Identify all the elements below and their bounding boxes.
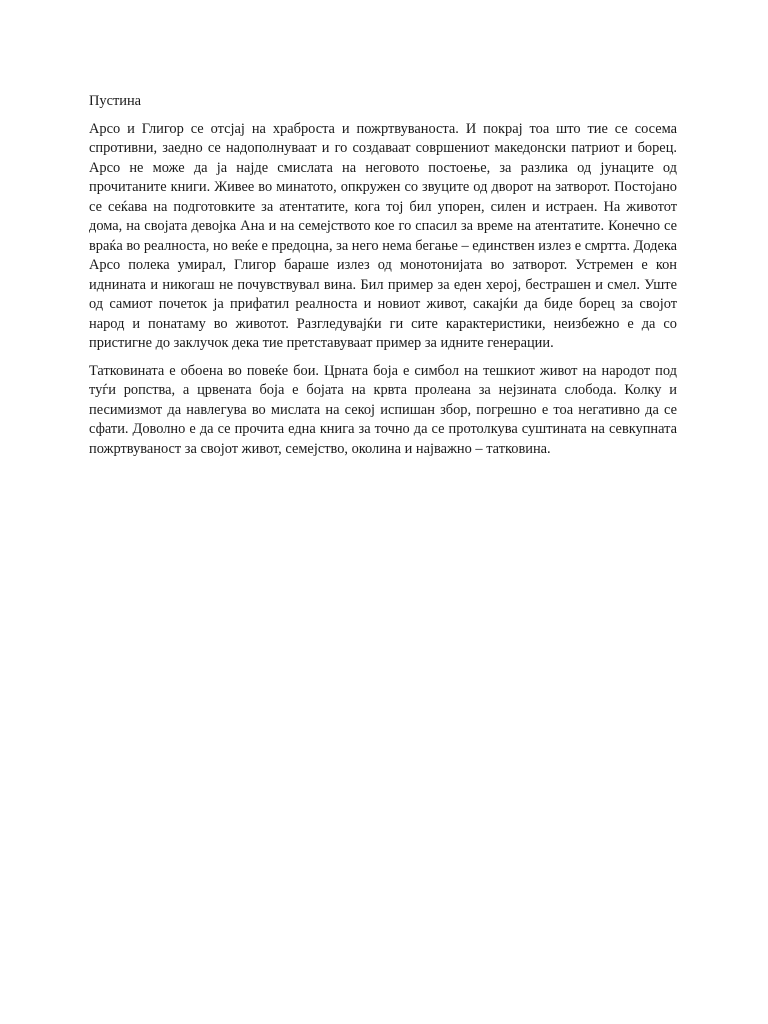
document-title: Пустина bbox=[89, 93, 142, 109]
document-body bbox=[89, 92, 677, 467]
paragraph-1: Арсо и Глигор се отсјај на храброста и пожртвуваноста. И покрај тоа што тие се сосема спротивни, заедно се надополнуваат и го создаваат совршениот македонски патриот и борец. Арсо не може да ја најде смислата на неговото постоење, за разлика од јунаците од прочитаните книги. Живее во минатото, опкружен со звуците од дворот на затворот. Постојано се сеќава на подготовките за атентатите, кога тој бил упорен, силен и истраен. На животот дома, на својата девојка Ана и на семејството кое го спасил за време на атентатите. Конечно се враќа во реалноста, но веќе е предоцна, за него нема бегање – единствен излез е смртта. Додека Арсо полека умирал, Глигор бараше излез од монотонијата во затворот. Устремен е кон иднината и никогаш не почувствувал вина. Бил пример за еден херој, бестрашен и смел. Уште од самиот почеток ја прифатил реалноста и новиот живот, сакајќи да биде борец за својот народ и понатаму во животот. Разгледувајќи ги сите карактеристики, неизбежно е да со пристигне до заклучок дека тие претставуваат пример за идните генерации. bbox=[89, 120, 677, 351]
paragraph-2: Татковината е обоена во повеќе бои. Црната боја е симбол на тешкиот живот на народот под туѓи ропства, а црвената боја е бојата на крвта пролеана за нејзината слобода. Колку и песимизмот да навлегува во мислата на секој испишан збор, погрешно е тоа негативно да се сфати. Доволно е да се прочита една книга за точно да се протолкува суштината на севкупната пожртвуваност за својот живот, семејство, околина и најважно – татковина. bbox=[89, 362, 677, 457]
